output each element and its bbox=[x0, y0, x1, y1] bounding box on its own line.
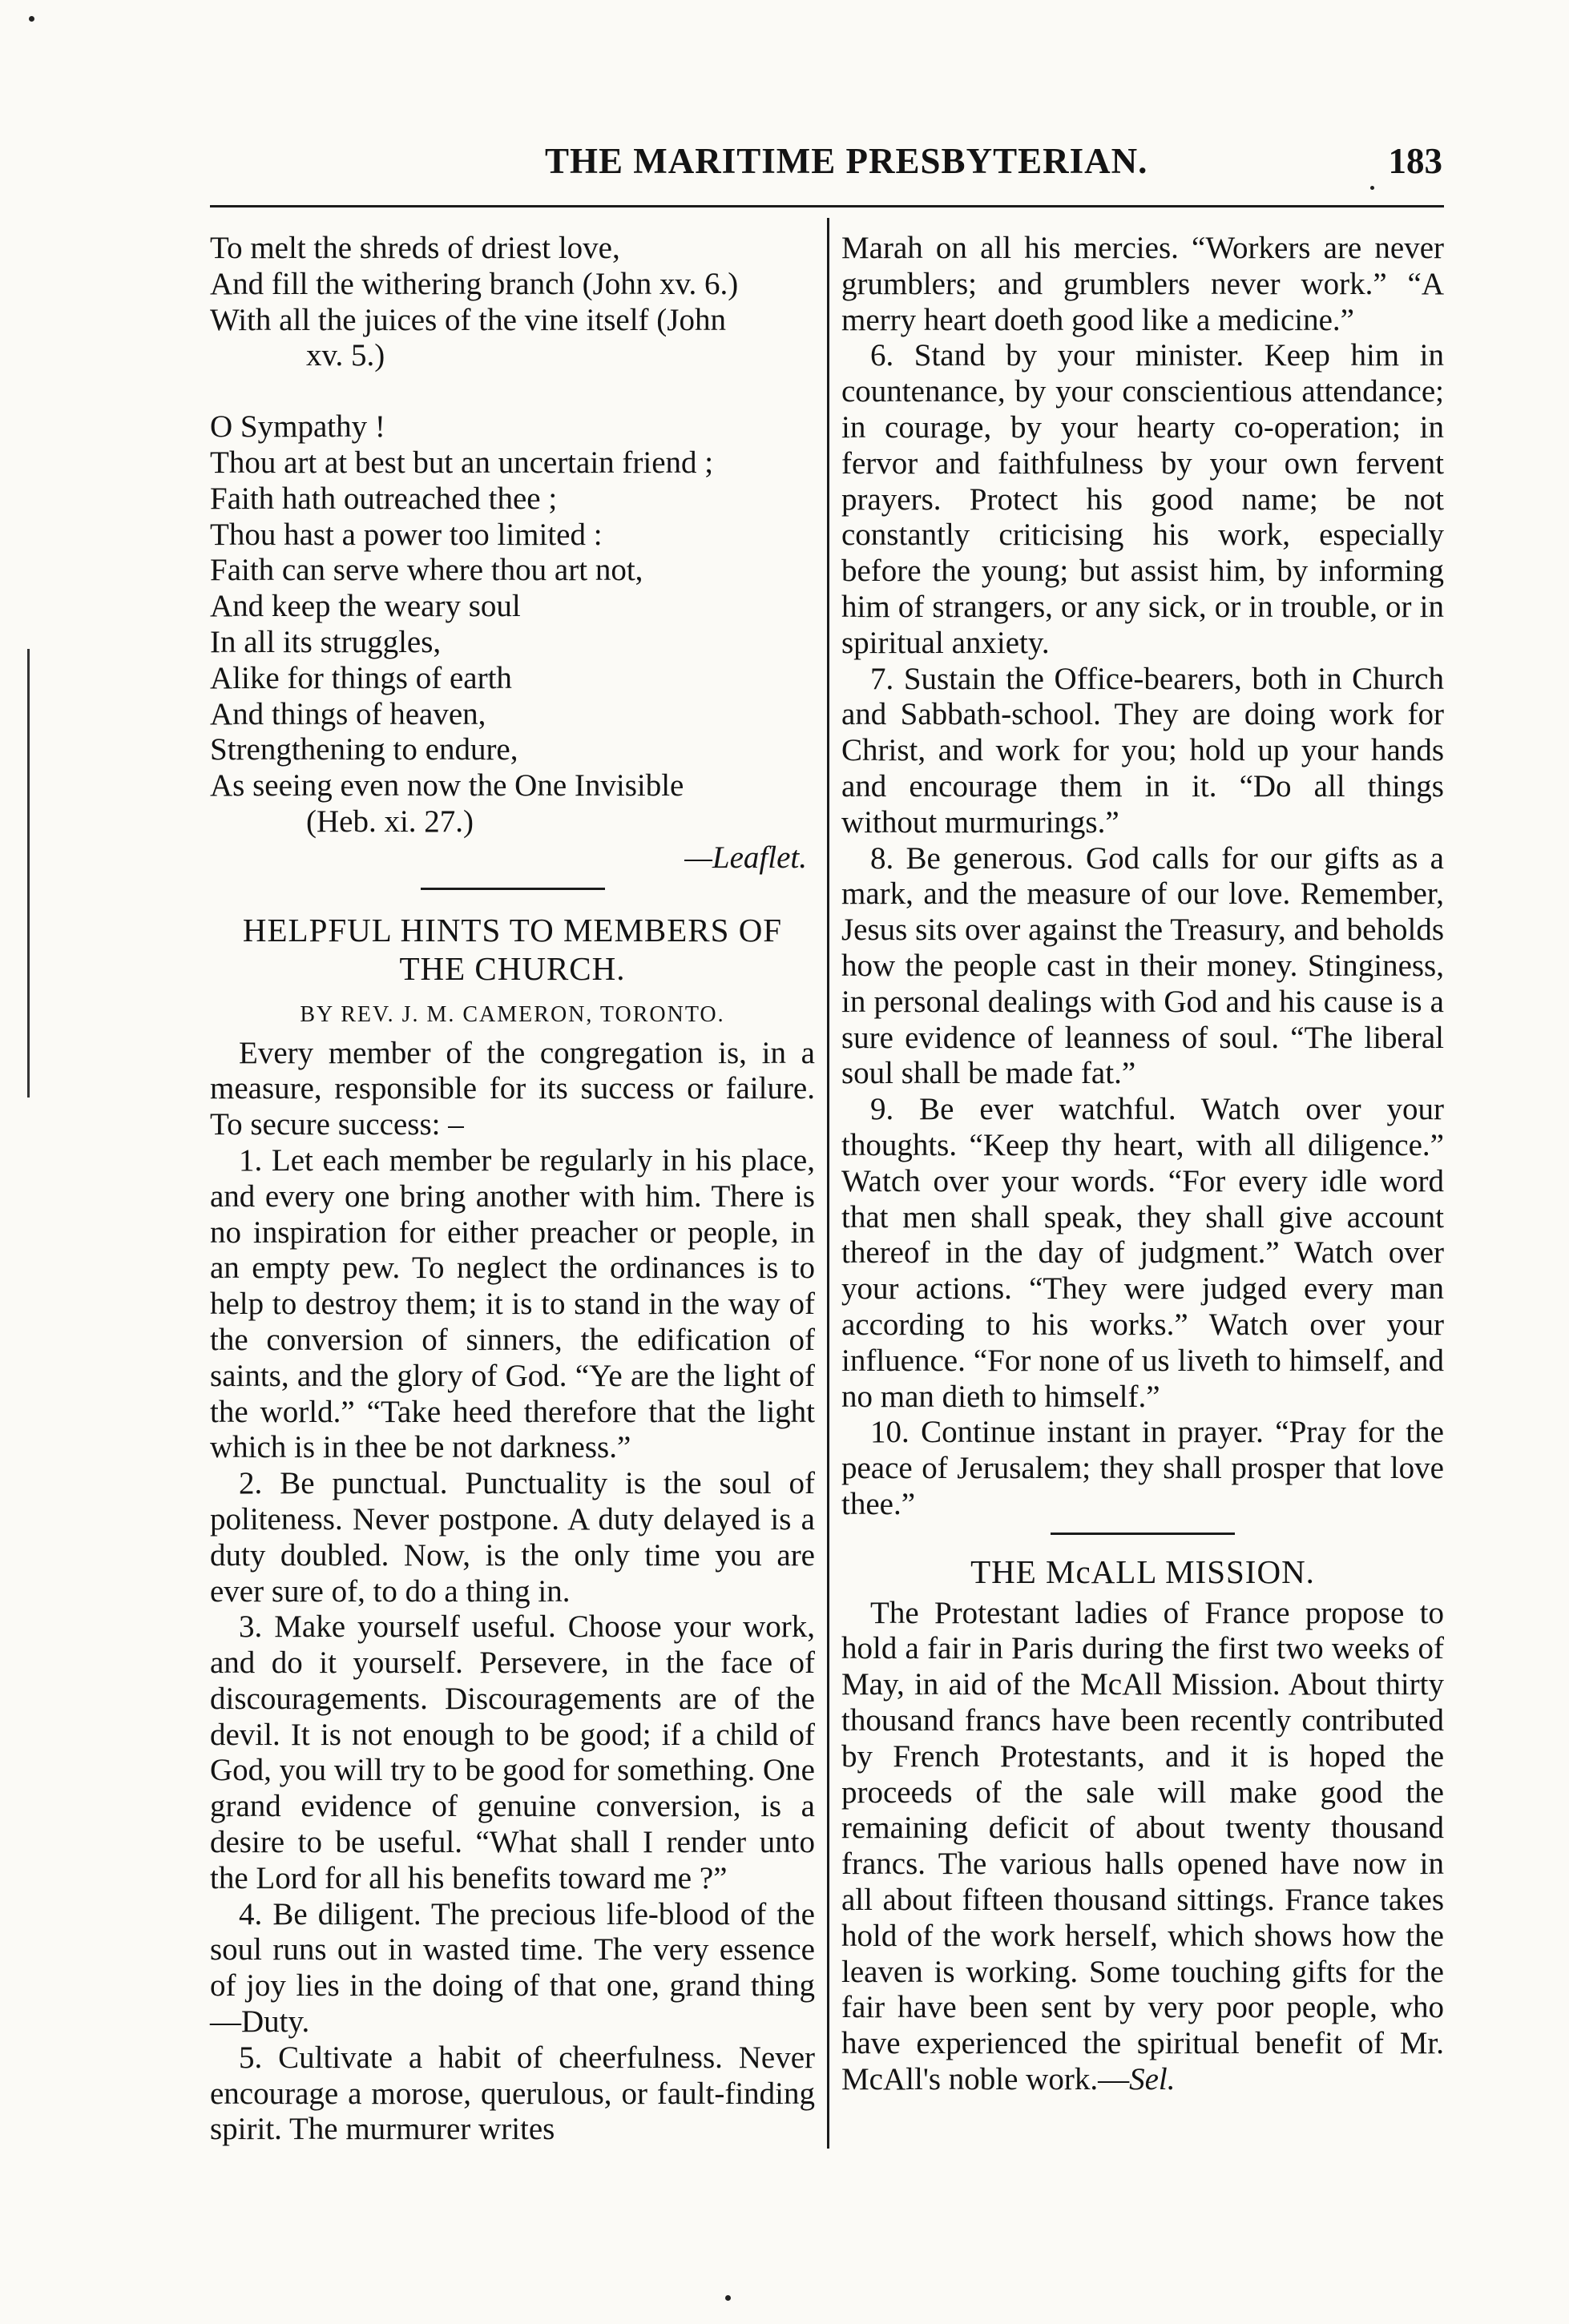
poem-line: Faith hath outreached thee ; bbox=[210, 481, 558, 516]
mcall-source: Sel. bbox=[1129, 2062, 1176, 2097]
running-title: THE MARITIME PRESBYTERIAN. bbox=[545, 141, 1148, 181]
article-paragraph: 1. Let each member be regularly in his place, and every one bring another with him. There is no inspiration for either preacher or people, in an empty pew. To neglect the ordinances is to help to destroy them; it is to stand in the way of the conversion of sinners, the edification of saints, and the glory of God. “Ye are the light of the world.” “Take heed therefore that the light which is in thee be not darkness.” bbox=[210, 1142, 815, 1465]
poem-line: O Sympathy ! bbox=[210, 409, 385, 445]
article-paragraph: 3. Make yourself useful. Choose your work, and do it yourself. Persevere, in the face of discouragements. Discouragements are of the devil. It is not enough to be good; if a child of God, you will try to be good for something. One grand evidence of genuine conversion, is a desire to be useful. “What shall I render unto the Lord for all his benefits toward me ?” bbox=[210, 1609, 815, 1895]
scan-dot bbox=[29, 16, 34, 22]
poem-attribution: —Leaflet. bbox=[684, 840, 807, 875]
article-heading: HELPFUL HINTS TO MEMBERS OF THE CHURCH. bbox=[242, 911, 783, 987]
section-rule bbox=[1051, 1533, 1235, 1535]
poem-line: Alike for things of earth bbox=[210, 660, 512, 695]
poem-line: (Heb. xi. 27.) bbox=[306, 804, 474, 839]
article-byline: BY REV. J. M. CAMERON, TORONTO. bbox=[300, 1001, 725, 1027]
poem-line: Thou hast a power too limited : bbox=[210, 517, 603, 552]
article-paragraph: 2. Be punctual. Punctuality is the soul of politeness. Never postpone. A duty delayed is a duty doubled. Now, is the only time you are ever sure of, to do a thing in. bbox=[210, 1466, 815, 1609]
poem-line: In all its struggles, bbox=[210, 624, 442, 659]
mcall-paragraph bbox=[841, 1596, 1444, 2098]
left-column bbox=[210, 231, 815, 2148]
margin-mark bbox=[27, 649, 30, 1098]
poem-line: To melt the shreds of driest love, bbox=[210, 231, 620, 265]
article-paragraph: 5. Cultivate a habit of cheerfulness. Never encourage a morose, querulous, or fault-finding spirit. The murmurer writes bbox=[210, 2040, 815, 2147]
header-rule bbox=[210, 205, 1444, 207]
poem-line: With all the juices of the vine itself (John bbox=[210, 302, 726, 337]
mcall-heading: THE McALL MISSION. bbox=[970, 1553, 1315, 1590]
stanza-gap bbox=[210, 374, 815, 409]
article-paragraph: 6. Stand by your minister. Keep him in countenance, by your conscientious attendance; in courage, by your hearty co-operation; in fervor and faithfulness by your own fervent prayers. Protect his good name; be not constantly criticising his work, especially before the young; but assist him, by informing him of strangers, or any sick, or in trouble, or in spiritual anxiety. bbox=[841, 338, 1444, 660]
article-paragraph: 7. Sustain the Office-bearers, both in Church and Sabbath-school. They are doing work for Christ, and work for you; hold up your hands and encourage them in it. “Do all things without murmurings.” bbox=[841, 661, 1444, 840]
poem-line: And fill the withering branch (John xv. 6.) bbox=[210, 266, 739, 301]
column-divider bbox=[827, 218, 829, 2149]
article-paragraph: 9. Be ever watchful. Watch over your thoughts. “Keep thy heart, with all diligence.” Watch over your words. “For every idle word that men shall speak, they shall give account thereof in the day of judgment.” Watch over your actions. “They were judged every man according to his works.” Watch over your influence. “For none of us liveth to himself, and no man dieth to himself.” bbox=[841, 1092, 1444, 1414]
right-column bbox=[841, 231, 1444, 2098]
poem-line: As seeing even now the One Invisible bbox=[210, 768, 684, 804]
poem-line: Strengthening to endure, bbox=[210, 732, 518, 767]
poem-line: And keep the weary soul bbox=[210, 589, 521, 624]
poem-line: And things of heaven, bbox=[210, 696, 486, 731]
article-paragraph: 10. Continue instant in prayer. “Pray for the peace of Jerusalem; they shall prosper that love thee.” bbox=[841, 1415, 1444, 1521]
article-paragraph: Marah on all his mercies. “Workers are never grumblers; and grumblers never work.” “A merry heart doeth good like a medicine.” bbox=[841, 231, 1444, 337]
article-paragraph: Every member of the congregation is, in a measure, responsible for its success or failure. To secure success: – bbox=[210, 1035, 815, 1142]
scan-dot bbox=[1370, 186, 1374, 190]
poem-line: Faith can serve where thou art not, bbox=[210, 553, 643, 588]
poem bbox=[210, 231, 815, 876]
page-number: 183 bbox=[1388, 141, 1442, 181]
page-header bbox=[208, 140, 1442, 188]
mcall-body: The Protestant ladies of France propose to hold a fair in Paris during the first two weeks of May, in aid of the McAll Mission. About thirty thousand francs have been recently contributed by French Protestants, and it is hoped the proceeds of the sale will make good the remaining deficit of about twenty thousand francs. The various halls opened have now in all about fifteen thousand sittings. France takes hold of the work herself, which shows how the leaven is working. Some touching gifts for the fair have been sent by very poor people, who have experienced the spiritual benefit of Mr. McAll's noble work.— bbox=[841, 1595, 1444, 2097]
poem-line: Thou art at best but an uncertain friend ; bbox=[210, 445, 714, 480]
section-rule bbox=[421, 888, 605, 890]
article-paragraph: 8. Be generous. God calls for our gifts as a mark, and the measure of our love. Remember, Jesus sits over against the Treasury, and beholds how the people cast in their money. Stinginess, in personal dealings with God and his cause is a sure evidence of leanness of soul. “The liberal soul shall be made fat.” bbox=[841, 840, 1444, 1091]
article-paragraph: 4. Be diligent. The precious life-blood of the soul runs out in wasted time. The very essence of joy lies in the doing of that one, grand thing—Duty. bbox=[210, 1896, 815, 2040]
poem-line: xv. 5.) bbox=[306, 338, 385, 373]
scan-dot bbox=[725, 2295, 731, 2301]
